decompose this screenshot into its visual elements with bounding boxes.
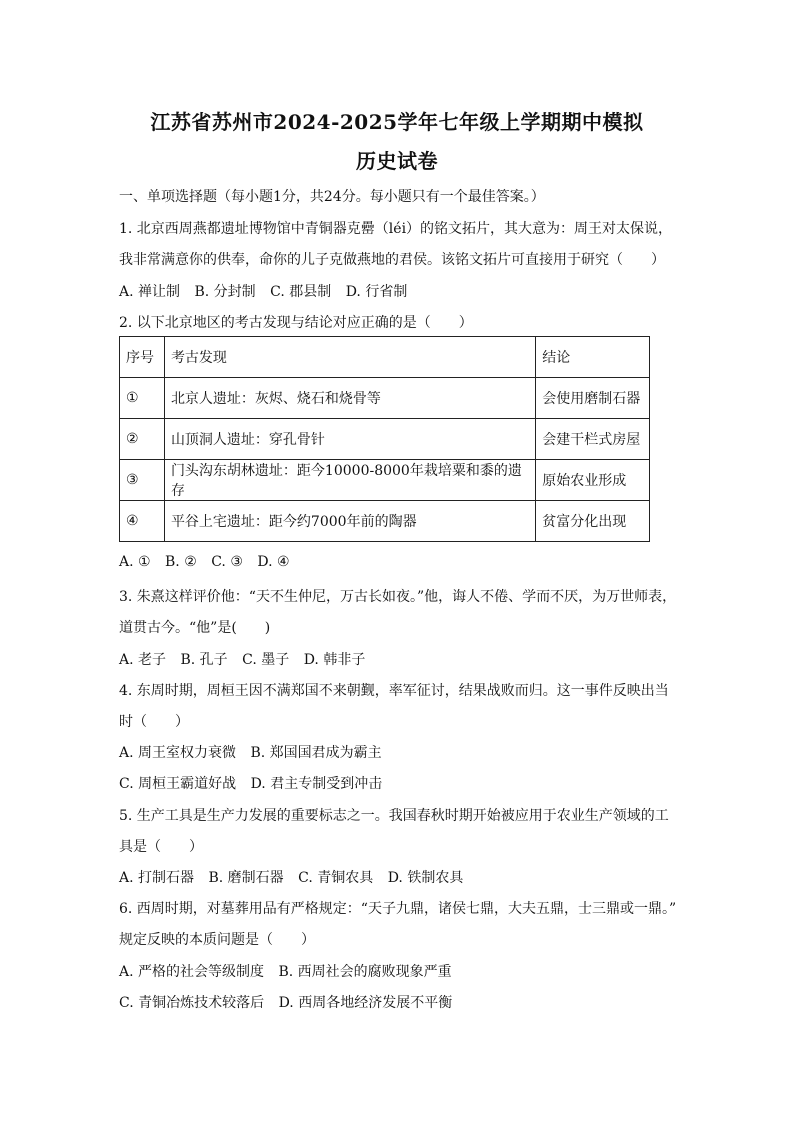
q2-table <box>119 336 650 542</box>
q1-option-b[interactable]: B. 分封制 <box>194 284 256 300</box>
q6-option-d[interactable]: D. 西周各地经济发展不平衡 <box>278 995 453 1011</box>
table-row <box>120 378 650 419</box>
section-heading: 一、单项选择题（每小题1分，共24分。每小题只有一个最佳答案。） <box>119 189 545 205</box>
q4-option-a[interactable]: A. 周王室权力衰微 <box>119 745 237 761</box>
q1-option-a[interactable]: A. 禅让制 <box>119 284 181 300</box>
table-cell: 北京人遗址：灰烬、烧石和烧骨等 <box>164 378 535 419</box>
table-header-row <box>120 337 650 378</box>
table-cell: 原始农业形成 <box>536 460 650 501</box>
q5-option-b[interactable]: B. 磨制石器 <box>208 870 284 886</box>
q6-options-row1 <box>119 961 689 981</box>
q4-stem-line2: 时（ ） <box>119 714 189 730</box>
q5-option-c[interactable]: C. 青铜农具 <box>298 870 374 886</box>
q4-option-b[interactable]: B. 郑国国君成为霸主 <box>250 745 382 761</box>
q5-option-a[interactable]: A. 打制石器 <box>119 870 195 886</box>
q6-option-a[interactable]: A. 严格的社会等级制度 <box>119 964 265 980</box>
q3-stem-line1: 3. 朱熹这样评价他：“天不生仲尼，万古长如夜。”他，诲人不倦、学而不厌，为万世师表， <box>119 589 677 605</box>
q5-option-d[interactable]: D. 铁制农具 <box>387 870 464 886</box>
q1-stem-line1: 1. 北京西周燕都遗址博物馆中青铜器克罍（léi）的铭文拓片，其大意为：周王对太保说， <box>119 221 673 237</box>
q2-option-d[interactable]: D. ④ <box>257 554 290 570</box>
table-cell: ③ <box>120 460 165 501</box>
q1-option-c[interactable]: C. 郡县制 <box>270 284 332 300</box>
table-header-cell: 序号 <box>120 337 165 378</box>
q3-stem-line2: 道贯古今。“他”是( ) <box>119 620 271 636</box>
q4-option-c[interactable]: C. 周桓王霸道好战 <box>119 776 237 792</box>
table-cell: 会建干栏式房屋 <box>536 419 650 460</box>
q4-options-row2 <box>119 773 689 793</box>
exam-subtitle: 历史试卷 <box>356 149 438 173</box>
q6-options-row2 <box>119 992 689 1012</box>
table-cell: 山顶洞人遗址：穿孔骨针 <box>164 419 535 460</box>
q3-option-c[interactable]: C. 墨子 <box>242 652 290 668</box>
table-cell: ① <box>120 378 165 419</box>
table-header-cell: 结论 <box>536 337 650 378</box>
q6-stem-line2: 规定反映的本质问题是（ ） <box>119 932 315 948</box>
q1-stem-line2: 我非常满意你的供奉，命你的儿子克做燕地的君侯。该铭文拓片可直接用于研究（ ） <box>119 252 665 268</box>
table-cell: 会使用磨制石器 <box>536 378 650 419</box>
q5-stem-line1: 5. 生产工具是生产力发展的重要标志之一。我国春秋时期开始被应用于农业生产领域的工 <box>119 808 669 824</box>
q2-stem: 2. 以下北京地区的考古发现与结论对应正确的是（ ） <box>119 315 473 331</box>
q3-option-d[interactable]: D. 韩非子 <box>303 652 366 668</box>
q3-option-a[interactable]: A. 老子 <box>119 652 167 668</box>
table-cell: ④ <box>120 501 165 542</box>
q6-option-b[interactable]: B. 西周社会的腐败现象严重 <box>278 964 452 980</box>
table-row <box>120 460 650 501</box>
table-row <box>120 419 650 460</box>
table-header-cell: 考古发现 <box>164 337 535 378</box>
q3-option-b[interactable]: B. 孔子 <box>180 652 228 668</box>
q4-options-row1 <box>119 742 689 762</box>
q4-option-d[interactable]: D. 君主专制受到冲击 <box>250 776 383 792</box>
exam-title: 江苏省苏州市2024-2025学年七年级上学期期中模拟 <box>150 110 644 134</box>
q4-stem-line1: 4. 东周时期，周桓王因不满郑国不来朝觐，率军征讨，结果战败而归。这一事件反映出当 <box>119 683 669 699</box>
q2-option-b[interactable]: B. ② <box>165 554 197 570</box>
q1-options <box>119 281 689 301</box>
q5-stem-line2: 具是（ ） <box>119 839 203 855</box>
table-cell: 贫富分化出现 <box>536 501 650 542</box>
q2-option-a[interactable]: A. ① <box>119 554 151 570</box>
q3-options <box>119 649 689 669</box>
q2-options <box>119 554 689 570</box>
q6-stem-line1: 6. 西周时期，对墓葬用品有严格规定：“天子九鼎，诸侯七鼎，大夫五鼎，士三鼎或一鼎。” <box>119 901 677 917</box>
table-cell: 门头沟东胡林遗址：距今10000-8000年栽培粟和黍的遗存 <box>164 460 535 501</box>
table-cell: 平谷上宅遗址：距今约7000年前的陶器 <box>164 501 535 542</box>
table-cell: ② <box>120 419 165 460</box>
q6-option-c[interactable]: C. 青铜冶炼技术较落后 <box>119 995 265 1011</box>
table-row <box>120 501 650 542</box>
q1-option-d[interactable]: D. 行省制 <box>345 284 408 300</box>
q5-options <box>119 867 689 887</box>
q2-option-c[interactable]: C. ③ <box>211 554 243 570</box>
